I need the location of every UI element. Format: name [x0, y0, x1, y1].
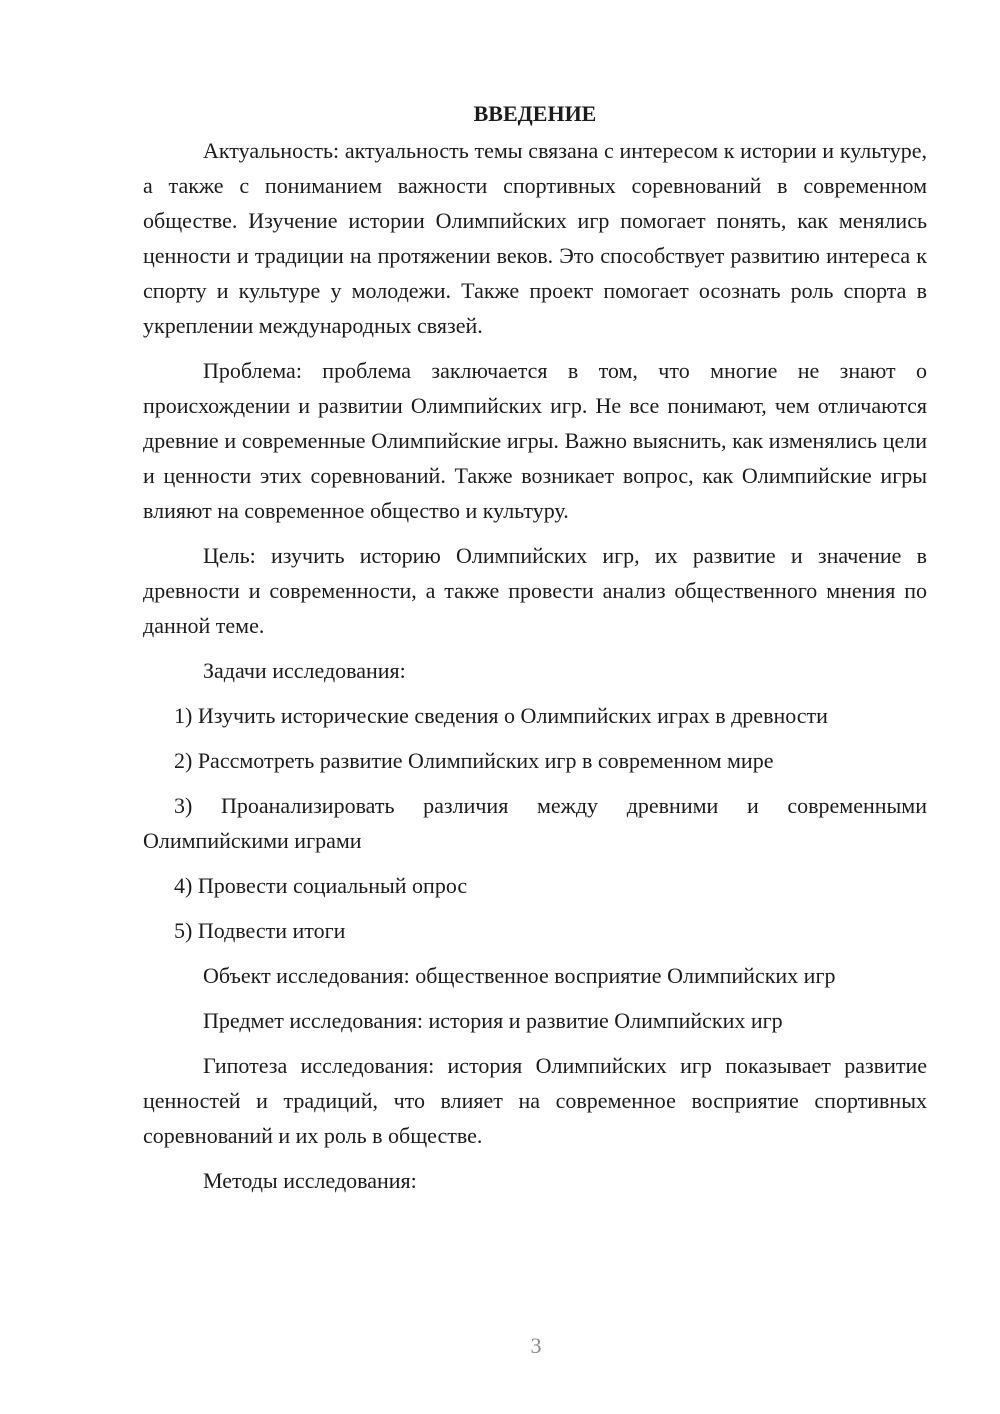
research-subject: Предмет исследования: история и развитие Олимпийских игр [203, 1008, 783, 1033]
goal-paragraph: Цель: изучить историю Олимпийских игр, их развитие и значение в древности и современности, а также провести анализ общественного мнения по данной теме. [143, 543, 927, 638]
hypothesis-paragraph: Гипотеза исследования: история Олимпийских игр показывает развитие ценностей и традиций, что влияет на современное восприятие спортивных соревнований и их роль в обществе. [143, 1053, 927, 1148]
relevance-paragraph: Актуальность: актуальность темы связана с интересом к истории и культуре, а также с пониманием важности спортивных соревнований в современном обществе. Изучение истории Олимпийских игр помогает понять, как менялись ценности и традиции на протяжении веков. Это способствует развитию интереса к спорту и культуре у молодежи. Также проект помогает осознать роль спорта в укреплении международных связей. [143, 138, 927, 338]
page-number: 3 [530, 1333, 542, 1358]
problem-paragraph: Проблема: проблема заключается в том, что многие не знают о происхождении и развитии Олимпийских игр. Не все понимают, чем отличаются древние и современные Олимпийские игры. Важно выяснить, как изменялись цели и ценности этих соревнований. Также возникает вопрос, как Олимпийские игры влияют на современное общество и культуру. [143, 358, 927, 523]
tasks-heading: Задачи исследования: [203, 658, 406, 683]
methods-heading: Методы исследования: [203, 1168, 417, 1193]
task-item-2: 2) Рассмотреть развитие Олимпийских игр в современном мире [174, 748, 774, 773]
task-item-3: 3) Проанализировать различия между древними и современными Олимпийскими играми [143, 793, 927, 853]
task-item-5: 5) Подвести итоги [174, 918, 346, 943]
section-title: ВВЕДЕНИЕ [473, 101, 597, 126]
task-item-4: 4) Провести социальный опрос [174, 873, 468, 898]
task-item-1: 1) Изучить исторические сведения о Олимпийских играх в древности [174, 703, 828, 728]
research-object: Объект исследования: общественное восприятие Олимпийских игр [203, 963, 836, 988]
page-content [143, 96, 927, 1208]
